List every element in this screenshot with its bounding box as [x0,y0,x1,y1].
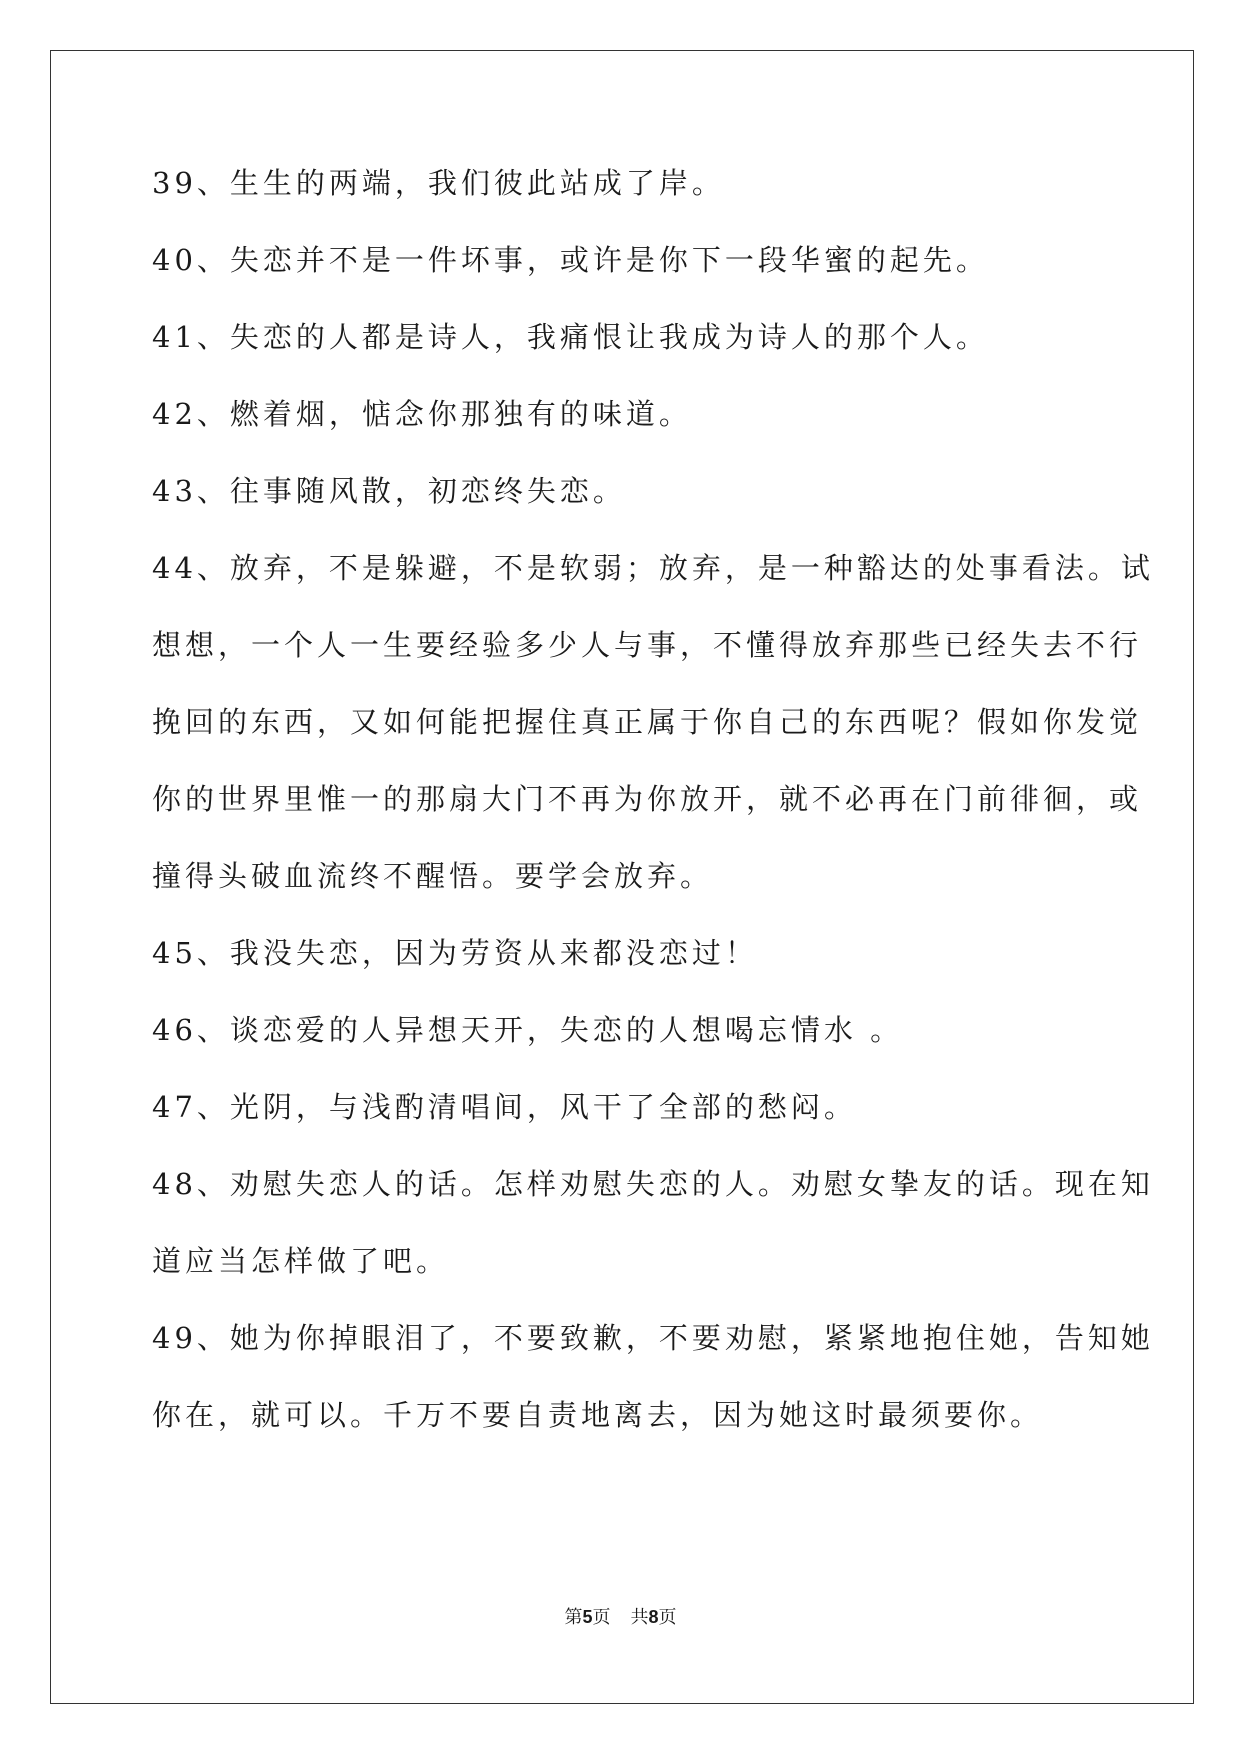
page-footer [0,1603,1241,1629]
text-line: 想想，一个人一生要经验多少人与事，不懂得放弃那些已经失去不行 [152,628,1143,662]
text-line: 44、放弃，不是躲避，不是软弱；放弃，是一种豁达的处事看法。试 [152,551,1154,585]
text-line: 49、她为你掉眼泪了，不要致歉，不要劝慰，紧紧地抱住她，告知她 [152,1321,1154,1355]
text-line: 45、我没失恋，因为劳资从来都没恋过！ [152,936,758,970]
text-line: 46、谈恋爱的人异想天开，失恋的人想喝忘情水 。 [152,1013,904,1047]
text-line: 43、往事随风散，初恋终失恋。 [152,474,626,508]
total-suffix: 页 [658,1607,677,1628]
text-line: 挽回的东西，又如何能把握住真正属于你自己的东西呢？假如你发觉 [152,705,1143,739]
text-line: 47、光阴，与浅酌清唱间，风干了全部的愁闷。 [152,1090,857,1124]
total-page-number: 8 [648,1607,659,1627]
current-page-number: 5 [582,1607,593,1627]
text-line: 道应当怎样做了吧。 [152,1244,450,1278]
text-line: 40、失恋并不是一件坏事，或许是你下一段华蜜的起先。 [152,243,989,277]
text-line: 39、生生的两端，我们彼此站成了岸。 [152,166,725,200]
text-line: 48、劝慰失恋人的话。怎样劝慰失恋的人。劝慰女挚友的话。现在知 [152,1167,1154,1201]
text-line: 42、燃着烟，惦念你那独有的味道。 [152,397,692,431]
document-body [152,165,1154,1474]
text-line: 你的世界里惟一的那扇大门不再为你放开，就不必再在门前徘徊，或 [152,782,1143,816]
text-line: 你在，就可以。千万不要自责地离去，因为她这时最须要你。 [152,1398,1044,1432]
text-line: 撞得头破血流终不醒悟。要学会放弃。 [152,859,714,893]
page-prefix: 第 [564,1607,583,1628]
text-line: 41、失恋的人都是诗人，我痛恨让我成为诗人的那个人。 [152,320,989,354]
page-suffix: 页 [592,1607,611,1628]
total-prefix: 共 [630,1607,649,1628]
